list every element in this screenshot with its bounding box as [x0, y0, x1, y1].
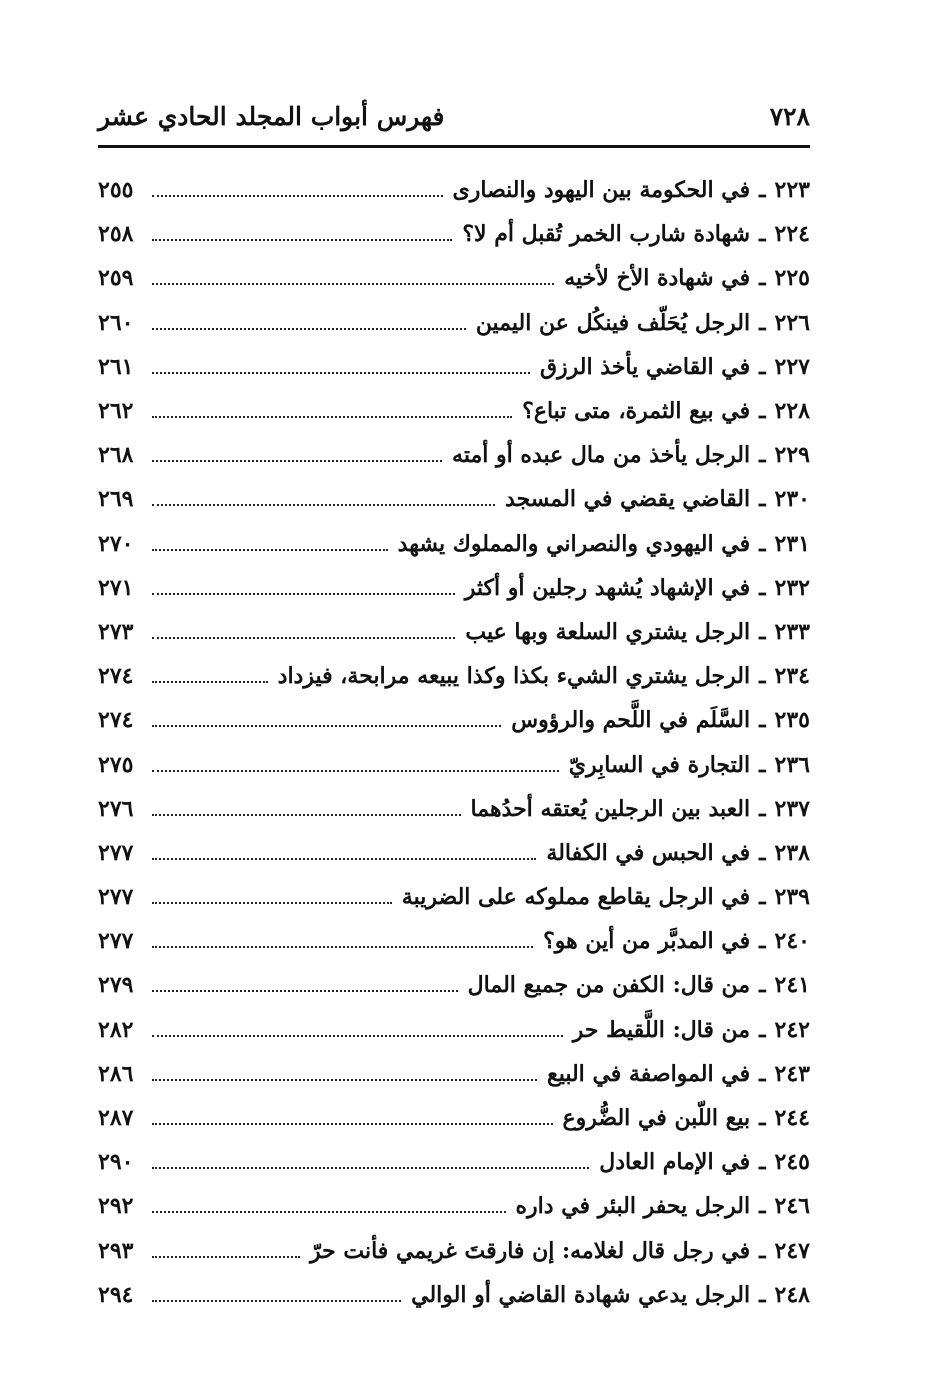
entry-page-number: ٢٩٣	[98, 1237, 134, 1264]
entry-number: ٢٣٠	[774, 486, 810, 513]
entry-title: الرجل يأخذ من مال عبده أو أمته	[452, 442, 751, 469]
entry-title: من قال: اللَّقيط حر	[572, 1016, 751, 1043]
dot-leader	[152, 593, 455, 595]
running-title: فهرس أبواب المجلد الحادي عشر	[98, 101, 445, 131]
toc-entry	[98, 698, 810, 742]
entry-number: ٢٣٤	[774, 663, 810, 690]
toc-entry	[98, 345, 810, 389]
entry-separator: ـ	[759, 618, 766, 645]
entry-title: الرجل يشتري السلعة وبها عيب	[465, 618, 751, 645]
entry-title: العبد بين الرجلين يُعتقه أحدُهما	[470, 795, 751, 822]
entry-separator: ـ	[759, 928, 766, 955]
entry-number: ٢٣٢	[774, 574, 810, 601]
entry-page-number: ٢٩٤	[98, 1281, 134, 1308]
entry-separator: ـ	[759, 221, 766, 248]
toc-entry	[98, 1096, 810, 1140]
entry-number: ٢٣٧	[774, 795, 810, 822]
entry-number: ٢٢٦	[774, 309, 810, 336]
entry-page-number: ٢٧٩	[98, 972, 134, 999]
entry-title: في الإشهاد يُشهد رجلين أو أكثر	[464, 574, 751, 601]
entry-number: ٢٢٨	[774, 398, 810, 425]
entry-separator: ـ	[759, 1193, 766, 1220]
entry-separator: ـ	[759, 265, 766, 292]
dot-leader	[152, 814, 461, 816]
dot-leader	[152, 372, 530, 374]
entry-separator: ـ	[759, 751, 766, 778]
entry-page-number: ٢٨٦	[98, 1060, 134, 1087]
entry-page-number: ٢٦٨	[98, 442, 134, 469]
entry-number: ٢٢٩	[774, 442, 810, 469]
entry-title: القاضي يقضي في المسجد	[505, 486, 751, 513]
dot-leader	[152, 770, 559, 772]
entry-title: في رجل قال لغلامه: إن فارقتَ غريمي فأنت حرّ	[309, 1237, 751, 1264]
toc-entry	[98, 1229, 810, 1273]
toc-entry	[98, 522, 810, 566]
entry-page-number: ٢٥٥	[98, 177, 134, 204]
entry-title: في المواصفة في البيع	[546, 1060, 751, 1087]
dot-leader	[152, 239, 452, 241]
toc-entry	[98, 654, 810, 698]
entry-separator: ـ	[759, 1149, 766, 1176]
dot-leader	[152, 946, 533, 948]
entry-number: ٢٤٣	[774, 1060, 810, 1087]
dot-leader	[152, 1123, 553, 1125]
dot-leader	[152, 725, 501, 727]
entry-title: بيع اللّبن في الضُّروع	[562, 1105, 751, 1132]
dot-leader	[152, 460, 442, 462]
dot-leader	[152, 195, 443, 197]
page-header	[98, 96, 810, 136]
entry-separator: ـ	[759, 177, 766, 204]
entry-number: ٢٤١	[774, 972, 810, 999]
entry-page-number: ٢٧٦	[98, 795, 134, 822]
dot-leader	[152, 858, 536, 860]
toc-entry	[98, 477, 810, 521]
entry-separator: ـ	[759, 972, 766, 999]
entry-page-number: ٢٦١	[98, 353, 134, 380]
entry-separator: ـ	[759, 442, 766, 469]
entry-title: في المدبَّر من أين هو؟	[543, 928, 751, 955]
dot-leader	[152, 283, 554, 285]
entry-number: ٢٤٠	[774, 928, 810, 955]
entry-title: الرجل يشتري الشيء بكذا وكذا يبيعه مرابحة، فيزداد	[277, 663, 751, 690]
dot-leader	[152, 1256, 300, 1258]
entry-page-number: ٢٨٢	[98, 1016, 134, 1043]
entry-number: ٢٢٣	[774, 177, 810, 204]
entry-separator: ـ	[759, 1060, 766, 1087]
toc-entry	[98, 168, 810, 212]
entry-number: ٢٣٦	[774, 751, 810, 778]
dot-leader	[152, 416, 512, 418]
entry-separator: ـ	[759, 884, 766, 911]
entry-page-number: ٢٦٠	[98, 309, 134, 336]
entry-title: في الحكومة بين اليهود والنصارى	[452, 177, 751, 204]
dot-leader	[152, 1300, 401, 1302]
entry-separator: ـ	[759, 309, 766, 336]
entry-page-number: ٢٧٣	[98, 618, 134, 645]
entry-title: في الحبس في الكفالة	[546, 839, 751, 866]
header-divider	[98, 145, 810, 148]
entry-title: في الإمام العادل	[599, 1149, 751, 1176]
entry-title: الرجل يدعي شهادة القاضي أو الوالي	[411, 1281, 751, 1308]
entry-number: ٢٣٨	[774, 839, 810, 866]
toc-entry	[98, 742, 810, 786]
entry-number: ٢٤٧	[774, 1237, 810, 1264]
dot-leader	[152, 681, 268, 683]
entry-separator: ـ	[759, 707, 766, 734]
entry-separator: ـ	[759, 1016, 766, 1043]
toc-entry	[98, 963, 810, 1007]
toc-entry	[98, 919, 810, 963]
entry-title: في شهادة الأخ لأخيه	[564, 265, 751, 292]
dot-leader	[152, 504, 495, 506]
entry-separator: ـ	[759, 353, 766, 380]
entry-page-number: ٢٨٧	[98, 1105, 134, 1132]
entry-page-number: ٢٧٧	[98, 928, 134, 955]
toc-entry	[98, 212, 810, 256]
dot-leader	[152, 990, 458, 992]
entry-number: ٢٣١	[774, 530, 810, 557]
entry-title: الرجل يحفر البئر في داره	[515, 1193, 751, 1220]
toc-entry	[98, 433, 810, 477]
dot-leader	[152, 1079, 537, 1081]
entry-page-number: ٢٧١	[98, 574, 134, 601]
entry-number: ٢٢٧	[774, 353, 810, 380]
toc-entry	[98, 566, 810, 610]
page-number: ٧٢٨	[769, 101, 810, 131]
toc-entry	[98, 1052, 810, 1096]
entry-number: ٢٤٢	[774, 1016, 810, 1043]
toc-entry	[98, 1008, 810, 1052]
entry-page-number: ٢٧٧	[98, 839, 134, 866]
entry-separator: ـ	[759, 530, 766, 557]
dot-leader	[152, 549, 388, 551]
entry-title: في القاضي يأخذ الرزق	[539, 353, 751, 380]
entry-page-number: ٢٧٠	[98, 530, 134, 557]
entry-title: السَّلَم في اللَّحم والرؤوس	[511, 707, 751, 734]
entry-number: ٢٤٦	[774, 1193, 810, 1220]
entry-page-number: ٢٦٩	[98, 486, 134, 513]
entry-page-number: ٢٩٠	[98, 1149, 134, 1176]
toc-entry	[98, 256, 810, 300]
entry-page-number: ٢٦٢	[98, 398, 134, 425]
entry-title: من قال: الكفن من جميع المال	[467, 972, 751, 999]
entry-separator: ـ	[759, 663, 766, 690]
dot-leader	[152, 902, 392, 904]
entry-separator: ـ	[759, 574, 766, 601]
entry-title: الرجل يُحَلّف فينكُل عن اليمين	[475, 309, 751, 336]
entry-number: ٢٤٨	[774, 1281, 810, 1308]
entry-separator: ـ	[759, 398, 766, 425]
entry-separator: ـ	[759, 1281, 766, 1308]
dot-leader	[152, 1211, 506, 1213]
entry-page-number: ٢٧٤	[98, 707, 134, 734]
entry-separator: ـ	[759, 486, 766, 513]
entry-number: ٢٢٤	[774, 221, 810, 248]
toc-entry	[98, 875, 810, 919]
entry-page-number: ٢٧٧	[98, 884, 134, 911]
toc-entry	[98, 301, 810, 345]
entry-number: ٢٣٣	[774, 618, 810, 645]
entry-page-number: ٢٩٢	[98, 1193, 134, 1220]
entry-page-number: ٢٧٤	[98, 663, 134, 690]
entry-number: ٢٤٥	[774, 1149, 810, 1176]
dot-leader	[152, 328, 466, 330]
entry-title: في بيع الثمرة، متى تباع؟	[522, 398, 751, 425]
entry-separator: ـ	[759, 839, 766, 866]
entry-title: في اليهودي والنصراني والمملوك يشهد	[397, 530, 751, 557]
entry-page-number: ٢٧٥	[98, 751, 134, 778]
dot-leader	[152, 1167, 589, 1169]
entry-number: ٢٣٩	[774, 884, 810, 911]
entry-number: ٢٣٥	[774, 707, 810, 734]
entry-title: شهادة شارب الخمر تُقبل أم لا؟	[462, 221, 751, 248]
toc-entry	[98, 1140, 810, 1184]
toc-entry	[98, 389, 810, 433]
entry-page-number: ٢٥٩	[98, 265, 134, 292]
toc-entry	[98, 787, 810, 831]
dot-leader	[152, 637, 455, 639]
entry-separator: ـ	[759, 795, 766, 822]
toc-entry	[98, 831, 810, 875]
entry-title: في الرجل يقاطع مملوكه على الضريبة	[401, 884, 751, 911]
table-of-contents	[98, 168, 810, 1317]
entry-number: ٢٤٤	[774, 1105, 810, 1132]
entry-separator: ـ	[759, 1105, 766, 1132]
entry-page-number: ٢٥٨	[98, 221, 134, 248]
entry-number: ٢٢٥	[774, 265, 810, 292]
toc-entry	[98, 610, 810, 654]
entry-separator: ـ	[759, 1237, 766, 1264]
toc-entry	[98, 1184, 810, 1228]
dot-leader	[152, 1035, 563, 1037]
toc-entry	[98, 1273, 810, 1317]
entry-title: التجارة في السابِريّ	[568, 751, 751, 778]
